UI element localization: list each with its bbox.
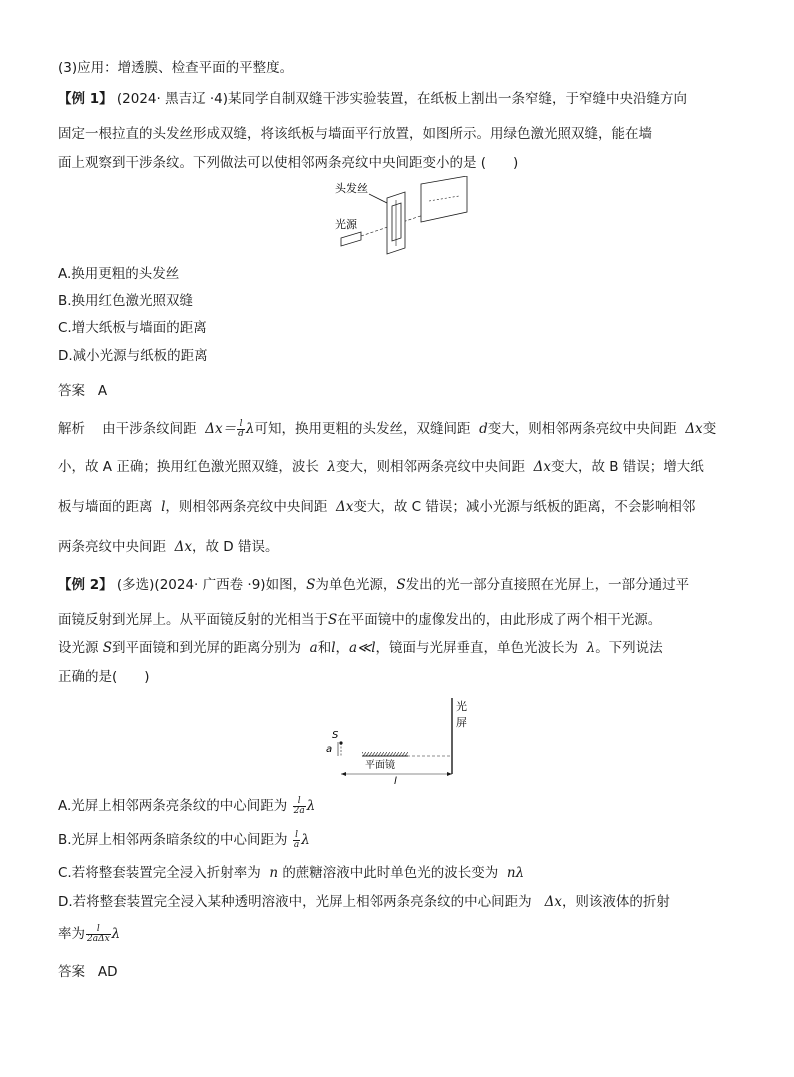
fig2-a-label: a [326,744,333,755]
ex1-an3e: 变大，故 C 错误；减小光源与纸板的距离，不会影响相邻 [353,499,696,515]
ex2-optD4: 率为 [58,926,85,942]
ex1-an1a: 由干涉条纹间距 [102,421,197,437]
fig2-s-label: S [332,730,339,741]
fig1-wall [421,176,467,222]
ex2-tag: 【例 2】 [58,577,113,593]
ex2-optA-fraction [293,797,306,816]
ex1-figure [325,176,475,258]
ex2-l1c: 为单色光源， [315,577,397,593]
ex2-line-1 [58,575,689,595]
ex1-an4b: Δx [174,539,192,555]
ex1-an2d: Δx [533,459,551,475]
fig2-mirror-label: 平面镜 [365,760,395,771]
ex2-optB-fraction [293,831,300,850]
ex2-option-c [58,863,524,883]
ex2-optD-num: l [86,925,111,935]
ex1-option-b: B.换用红色激光照双缝 [58,293,194,309]
ex2-option-b [58,830,310,850]
fig1-cardboard [387,192,405,254]
ex1-an1c: λ [245,421,255,437]
ex2-answer [58,962,118,982]
ex1-an1g: Δx [685,421,703,437]
ex2-optB-num: l [293,831,300,841]
ex2-l1d: S [396,577,406,593]
ex2-line-4: 正确的是( ) [58,669,150,685]
ex1-option-d: D.减小光源与纸板的距离 [58,348,208,364]
ex2-line-3 [58,638,663,658]
ex2-optA-text: A.光屏上相邻两条亮条纹的中心间距为 [58,798,288,814]
ex1-an3d: Δx [336,499,354,515]
ex2-l2a: 面镜反射到光屏上。从平面镜反射的光相当于 [58,612,328,628]
ex2-l3j: λ [586,640,596,656]
ex1-an2e: 变大，故 B 错误；增大纸 [550,459,704,475]
ex1-frac-num: l [237,420,245,430]
ex2-l1e: 发出的光一部分直接照在光屏上，一部分通过平 [405,577,690,593]
ex1-an3a: 板与墙面的距离 [58,499,153,515]
ex2-optA-den: 2a [293,805,305,816]
ex1-an2c: 变大，则相邻两条亮纹中央间距 [335,459,525,475]
ex2-l3b: S [102,640,113,656]
ex2-l3k: 。下列说法 [595,640,663,656]
ex1-formula-fraction [237,420,245,439]
ex1-an1h: 变 [702,421,717,437]
fig2-screen-label-2: 屏 [456,716,467,729]
ex1-analysis-line-3 [58,497,695,517]
fig2-mirror [362,752,452,756]
ex1-line-1 [58,89,687,109]
ex2-optA-num: l [293,797,306,807]
ex1-an2a: 小，故 A 正确；换用红色激光照双缝，波长 [58,459,319,475]
fig2-screen-label-1: 光 [456,700,467,713]
ex1-text-1: 某同学自制双缝干涉实验装置，在纸板上割出一条窄缝，于窄缝中央沿缝方向 [228,91,688,107]
ex2-optD-tail: λ [111,926,121,942]
ex2-l3d: a [309,640,318,656]
ex2-optD-den: 2aΔx [87,933,110,944]
ex2-l3a: 设光源 [58,640,99,656]
ex1-answer-label: 答案 [58,383,85,399]
section-3-text: (3)应用：增透膜、检查平面的平整度。 [58,60,294,76]
ex1-an4a: 两条亮纹中央间距 [58,539,166,555]
ex1-an1f: 变大，则相邻两条亮纹中央间距 [487,421,677,437]
ex1-option-c: C.增大纸板与墙面的距离 [58,320,207,336]
ex2-optB-tail: λ [301,832,310,848]
ex2-figure [318,696,478,786]
ex2-l3e: 和 [317,640,332,656]
ex1-an3b: l [161,499,166,515]
ex1-analysis-label: 解析 [58,421,85,437]
ex2-optC4: nλ [506,865,525,881]
ex2-optC3: 的蔗糖溶液中此时单色光的波长变为 [282,865,499,881]
ex2-answer-label: 答案 [58,964,85,980]
ex1-frac-den: d [238,428,244,439]
ex1-analysis-line-1 [58,419,716,439]
ex2-l1b: S [306,577,316,593]
ex1-an4c: ，故 D 错误。 [191,539,279,555]
ex1-source: (2024· 黑吉辽 ·4) [116,91,229,107]
fig1-hair-label: 头发丝 [335,182,368,195]
ex2-l2c: 在平面镜中的虚像发出的，由此形成了两个相干光源。 [337,612,662,628]
ex1-line-3: 面上观察到干涉条纹。下列做法可以使相邻两条亮纹中央间距变小的是 ( ) [58,155,519,171]
ex1-an1d: 可知，换用更粗的头发丝，双缝间距 [254,421,471,437]
ex2-optB-text: B.光屏上相邻两条暗条纹的中心间距为 [58,832,288,848]
ex1-answer-value: A [97,383,108,399]
ex1-option-a: A.换用更粗的头发丝 [58,266,180,282]
ex2-l2b: S [328,612,338,628]
fig1-source-label: 光源 [335,218,357,231]
ex2-option-a [58,796,315,816]
ex2-source: (多选)(2024· 广西卷 ·9) [116,577,266,593]
ex2-l3h: a≪l [349,640,376,656]
ex1-analysis-line-4 [58,537,278,557]
ex1-an2b: λ [327,459,336,475]
ex1-an3c: ，则相邻两条亮纹中央间距 [165,499,328,515]
fig1-light-source [341,232,361,246]
ex1-analysis-line-2 [58,457,704,477]
ex2-option-d-line-1 [58,892,670,912]
ex2-optD1: D.若将整套装置完全浸入某种透明溶液中，光屏上相邻两条亮条纹的中心间距为 [58,894,532,910]
ex2-optD3: ，则该液体的折射 [561,894,670,910]
ex2-line-2 [58,610,661,630]
ex1-answer [58,381,107,401]
ex2-optC1: C.若将整套装置完全浸入折射率为 [58,865,261,881]
ex2-l3f: l [331,640,336,656]
ex2-l1a: 如图， [265,577,307,593]
ex2-l3c: 到平面镜和到光屏的距离分别为 [112,640,302,656]
ex1-an1e: d [479,421,488,437]
ex2-optD-fraction [86,925,111,944]
ex2-optA-tail: λ [306,798,316,814]
ex2-l3g: ， [335,640,350,656]
fig2-l-label: l [394,776,397,786]
ex2-option-d-line-2 [58,924,120,944]
ex1-an1b: Δx＝ [205,421,237,437]
ex1-tag: 【例 1】 [58,91,113,107]
ex2-optC2: n [269,865,279,881]
ex2-answer-value: AD [97,964,118,980]
ex2-optD2: Δx [544,894,562,910]
ex2-l3i: ，镜面与光屏垂直，单色光波长为 [375,640,579,656]
ex2-optB-den: a [293,839,300,850]
ex1-line-2: 固定一根拉直的头发丝形成双缝，将该纸板与墙面平行放置，如图所示。用绿色激光照双缝，能在墙 [58,126,652,142]
